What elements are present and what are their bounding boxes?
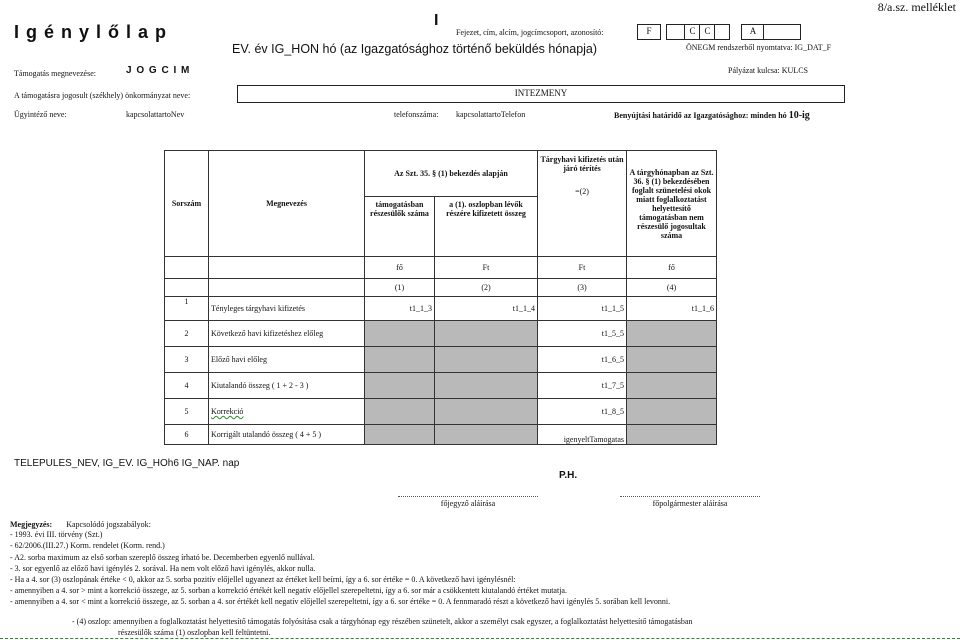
- place-date: TELEPULES_NEV, IG_EV. IG_HOh6 IG_NAP. nap: [14, 458, 240, 469]
- cell-col2-disabled: [435, 399, 538, 425]
- cell-col1-disabled: [365, 399, 435, 425]
- cell-col2-disabled: [435, 373, 538, 399]
- cell-col2[interactable]: t1_1_4: [435, 297, 538, 321]
- code-box-5[interactable]: [714, 24, 730, 40]
- cell-col4[interactable]: t1_1_6: [627, 297, 717, 321]
- table-row: [165, 373, 717, 399]
- row-number: 5: [165, 399, 209, 425]
- cell-col4-disabled: [627, 373, 717, 399]
- row-number: 6: [165, 425, 209, 445]
- signature-notary: főjegyző aláírása: [398, 496, 538, 508]
- code-box-1[interactable]: F: [637, 24, 661, 40]
- note-line: - Ha a 4. sor (3) oszlopának értéke < 0, akkor az 5. sorba pozitív előjellel ugyanezt az értéket kell beírni, így a 6. sor értéke = 0. A következő havi igénylésnél:: [10, 575, 516, 584]
- note-col4-2: részesülők száma (1) oszlopban kell feltüntetni.: [118, 628, 271, 637]
- row-label: Kiutalandó összeg ( 1 + 2 - 3 ): [209, 373, 365, 399]
- cell-col4-disabled: [627, 347, 717, 373]
- annex-label: 8/a.sz. melléklet: [877, 0, 956, 14]
- unit-col2: Ft: [435, 257, 538, 279]
- row-label: Következő havi kifizetéshez előleg: [209, 321, 365, 347]
- note-line: - 1993. évi III. törvény (Szt.): [10, 530, 103, 539]
- header-col3: Tárgyhavi kifizetés után járó térítés =(2): [538, 151, 627, 257]
- note-line: - amennyiben a 4. sor > mint a korrekció összege, az 5. sorban a korrekció értékét kell negatív előjellel szerepeltetni, így a 6. sor már a csökkentett kiutalandó értéket mutatja.: [10, 586, 567, 595]
- table-row: [165, 399, 717, 425]
- code-box-4[interactable]: C: [699, 24, 716, 40]
- cell-col3[interactable]: t1_1_5: [538, 297, 627, 321]
- row-number: 1: [165, 297, 209, 321]
- row-label: Korrekció: [209, 399, 365, 425]
- cell-col4-disabled: [627, 321, 717, 347]
- note-col4-1: - (4) oszlop: amennyiben a foglalkoztatást helyettesítő támogatás folyósítása csak a tárgyhónap egy részében szünetelt, akkor a személyt csak egyszer, a foglalkoztatást helyettesítő támogatásban: [72, 617, 693, 626]
- chapter-label: Fejezet, cím, alcím, jogcímcsoport, azonosító:: [456, 28, 604, 37]
- entitled-field[interactable]: [237, 85, 845, 103]
- cell-col1-disabled: [365, 347, 435, 373]
- signature-mayor: főpolgármester aláírása: [620, 496, 760, 508]
- unit-col1: fő: [365, 257, 435, 279]
- row-label: Korrigált utalandó összeg ( 4 + 5 ): [209, 425, 365, 445]
- note-line: - amennyiben a 4. sor < mint a korrekció összege, az 5. sorban a 4. sor értékét kell negatív előjellel szerepeltetni, így a 6. sor értéke = 0. A fennmaradó részt a következő havi igénylés 5. sorában kell levonni.: [10, 597, 671, 606]
- header-megnevezes: Megnevezés: [209, 151, 365, 257]
- table-row: [165, 425, 717, 445]
- note-line: - 62/2006.(III.27.) Korm. rendelet (Korm. rend.): [10, 541, 165, 550]
- table-row: [165, 297, 717, 321]
- code-box-7[interactable]: [763, 24, 801, 40]
- officer-value: kapcsolattartoNev: [126, 110, 185, 119]
- deadline-text: Benyújtási határidő az Igazgatósághoz: minden hó 10-ig: [614, 110, 810, 121]
- header-col1: támogatásban részesülők száma: [365, 197, 435, 257]
- code-box-2[interactable]: [666, 24, 686, 40]
- cell-col4-disabled: [627, 425, 717, 445]
- period-title: EV. év IG_HON hó (az Igazgatósághoz történő beküldés hónapja): [232, 42, 598, 56]
- cell-col2-disabled: [435, 321, 538, 347]
- row-number: 4: [165, 373, 209, 399]
- cell-col3[interactable]: t1_7_5: [538, 373, 627, 399]
- support-label: Támogatás megnevezése:: [14, 69, 96, 78]
- notes-header: Megjegyzés: Kapcsolódó jogszabályok:: [10, 520, 151, 529]
- header-col2: a (1). oszlopban lévők részére kifizetett összeg: [435, 197, 538, 257]
- tender-code: Pályázat kulcsa: KULCS: [728, 66, 808, 75]
- cell-col3[interactable]: t1_8_5: [538, 399, 627, 425]
- entitled-value: INTEZMENY: [514, 88, 568, 98]
- onegm-label: ÖNEGM rendszerből nyomtatva: IG_DAT_F: [686, 43, 832, 52]
- support-value: J O G C I M: [126, 65, 191, 76]
- cell-col2-disabled: [435, 347, 538, 373]
- cell-col4-disabled: [627, 399, 717, 425]
- phone-value: kapcsolattartoTelefon: [456, 110, 526, 119]
- header-group-a: Az Szt. 35. § (1) bekezdés alapján: [365, 151, 538, 197]
- row-number: 3: [165, 347, 209, 373]
- officer-label: Ügyintéző neve:: [14, 110, 67, 119]
- table-row: [165, 321, 717, 347]
- note-line: - A2. sorba maximum az első sorban szereplő összeg írható be. Decemberben egyenlő nullával.: [10, 553, 315, 562]
- claim-table: [164, 150, 717, 445]
- ph-stamp: P.H.: [559, 470, 578, 481]
- cell-col3[interactable]: igenyeltTamogatas: [538, 425, 627, 445]
- unit-col4: fő: [627, 257, 717, 279]
- cell-col2-disabled: [435, 425, 538, 445]
- code-box-3[interactable]: C: [684, 24, 701, 40]
- form-title: I g é n y l ő l a p: [14, 22, 168, 42]
- unit-col3: Ft: [538, 257, 627, 279]
- cell-col3[interactable]: t1_6_5: [538, 347, 627, 373]
- colnum-4: (4): [627, 279, 717, 297]
- row-number: 2: [165, 321, 209, 347]
- cell-col1[interactable]: t1_1_3: [365, 297, 435, 321]
- header-col4: A tárgyhónapban az Szt. 36. § (1) bekezdésében foglalt szünetelési okok miatt foglalkoztatást helyettesítő támogatásban nem részesülő jogosultak száma: [627, 151, 717, 257]
- cell-col1-disabled: [365, 321, 435, 347]
- code-box-6[interactable]: A: [741, 24, 765, 40]
- cursor-mark: I: [434, 12, 439, 29]
- note-line: - 3. sor egyenlő az előző havi igénylés 2. sorával. Ha nem volt előző havi igénylés, akkor nulla.: [10, 564, 316, 573]
- colnum-2: (2): [435, 279, 538, 297]
- entitled-label: A támogatásra jogosult (székhely) önkormányzat neve:: [14, 91, 191, 100]
- cell-col1-disabled: [365, 373, 435, 399]
- colnum-1: (1): [365, 279, 435, 297]
- row-label: Előző havi előleg: [209, 347, 365, 373]
- table-row: [165, 347, 717, 373]
- cell-col1-disabled: [365, 425, 435, 445]
- header-sorszam: Sorszám: [165, 151, 209, 257]
- row-label: Tényleges tárgyhavi kifizetés: [209, 297, 365, 321]
- colnum-3: (3): [538, 279, 627, 297]
- page-bottom-divider: [0, 638, 960, 639]
- cell-col3[interactable]: t1_5_5: [538, 321, 627, 347]
- phone-label: telefonszáma:: [394, 110, 439, 119]
